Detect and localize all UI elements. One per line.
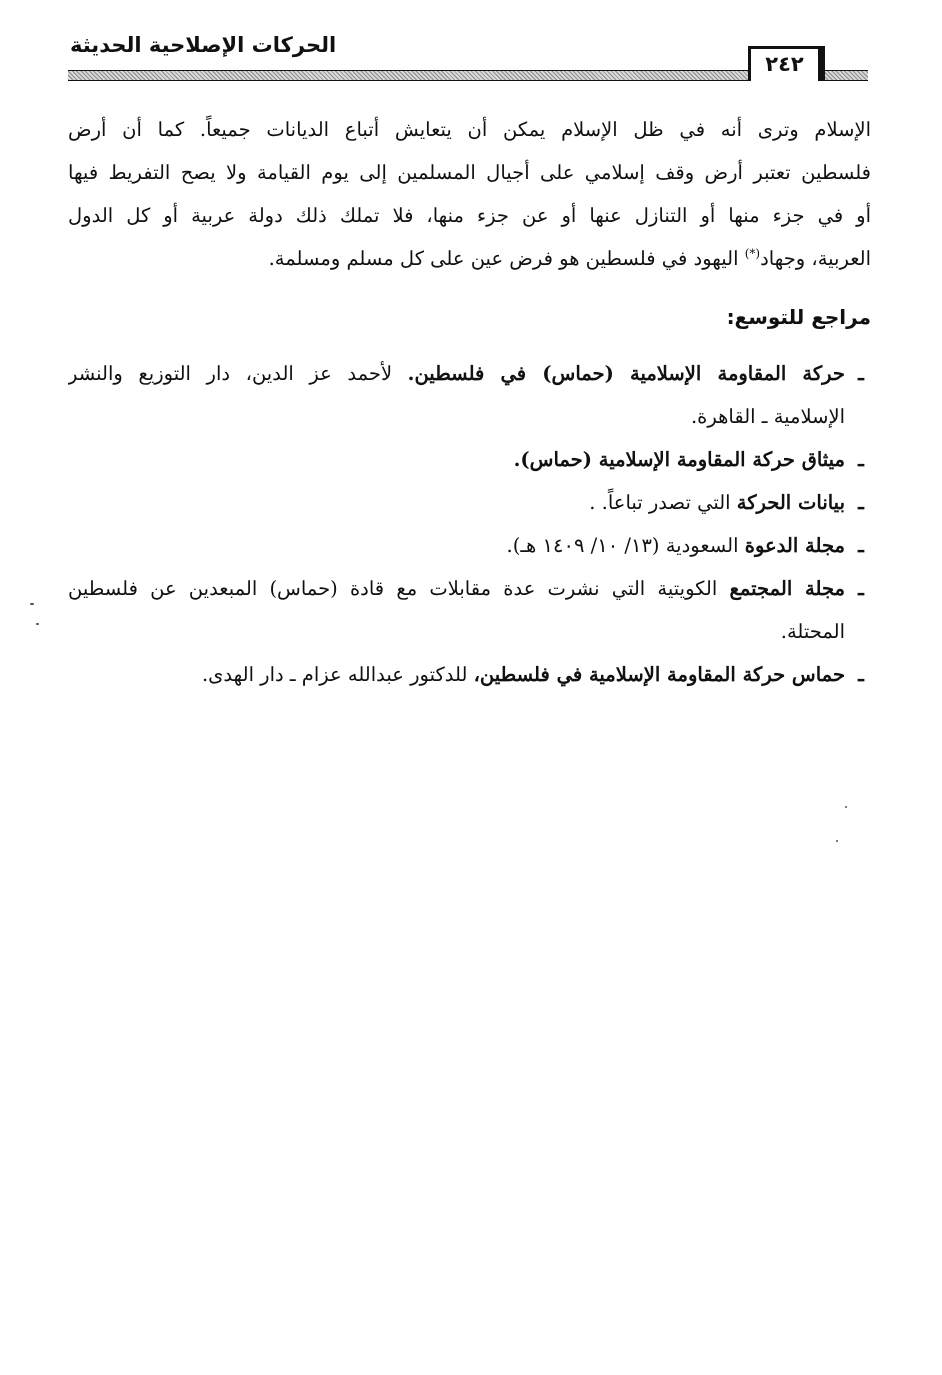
reference-item (68, 481, 871, 524)
reference-item (68, 567, 871, 653)
page-number: ٢٤٢ (748, 46, 821, 81)
reference-title: مجلة الدعوة (744, 534, 845, 557)
reference-details: التي تصدر تباعاً. . (589, 491, 737, 514)
reference-line (68, 524, 845, 567)
body-line: أو في جزء منها أو التنازل عنها أو عن جزء منها، فلا تملك ذلك دولة عربية أو كل الدول (68, 204, 871, 227)
body-text-segment: اليهود في فلسطين هو فرض عين على كل مسلم ومسلمة. (268, 247, 745, 270)
scan-speck (845, 806, 847, 808)
body-line: الإسلام وترى أنه في ظل الإسلام يمكن أن يتعايش أتباع الديانات جميعاً. كما أن أرض (68, 118, 871, 141)
reference-line (68, 481, 845, 524)
reference-line (68, 438, 845, 481)
references-heading: مراجع للتوسع: (726, 305, 871, 329)
reference-title: ميثاق حركة المقاومة الإسلامية (حماس). (513, 448, 845, 471)
reference-line: المحتلة. (780, 620, 845, 643)
reference-title: بيانات الحركة (736, 491, 845, 514)
running-title: الحركات الإصلاحية الحديثة (70, 33, 337, 57)
reference-details: السعودية (١٣/ ١٠/ ١٤٠٩ هـ). (506, 534, 745, 557)
footnote-mark: (*) (744, 246, 761, 261)
body-text-segment: العربية، وجهاد (760, 247, 871, 270)
list-dash: ـ (858, 534, 864, 557)
reference-item (68, 352, 871, 438)
reference-line: الإسلامية ـ القاهرة. (690, 405, 845, 428)
reference-item (68, 524, 871, 567)
list-dash: ـ (858, 362, 864, 385)
reference-line (68, 352, 845, 395)
scan-speck (36, 623, 39, 625)
reference-title: حركة المقاومة الإسلامية (حماس) في فلسطين. (407, 362, 845, 385)
reference-line (68, 653, 845, 696)
body-line: فلسطين تعتبر أرض وقف إسلامي على أجيال المسلمين إلى يوم القيامة ولا يصح التفريط فيها (68, 161, 871, 184)
references-list (68, 352, 871, 696)
reference-details: الكويتية التي نشرت عدة مقابلات مع قادة (حماس) المبعدين عن فلسطين (68, 577, 730, 600)
list-dash: ـ (858, 448, 864, 471)
reference-title: حماس حركة المقاومة الإسلامية في فلسطين، (473, 663, 845, 686)
reference-title: مجلة المجتمع (729, 577, 845, 600)
reference-details: لأحمد عز الدين، دار التوزيع والنشر (68, 362, 408, 385)
reference-item (68, 653, 871, 696)
reference-item (68, 438, 871, 481)
body-line-last (68, 237, 871, 280)
reference-details: للدكتور عبدالله عزام ـ دار الهدى. (201, 663, 474, 686)
reference-line (68, 567, 845, 610)
list-dash: ـ (858, 663, 864, 686)
scan-speck (30, 603, 34, 605)
body-paragraph (68, 108, 871, 280)
scan-speck (836, 840, 838, 842)
list-dash: ـ (858, 577, 864, 600)
list-dash: ـ (858, 491, 864, 514)
